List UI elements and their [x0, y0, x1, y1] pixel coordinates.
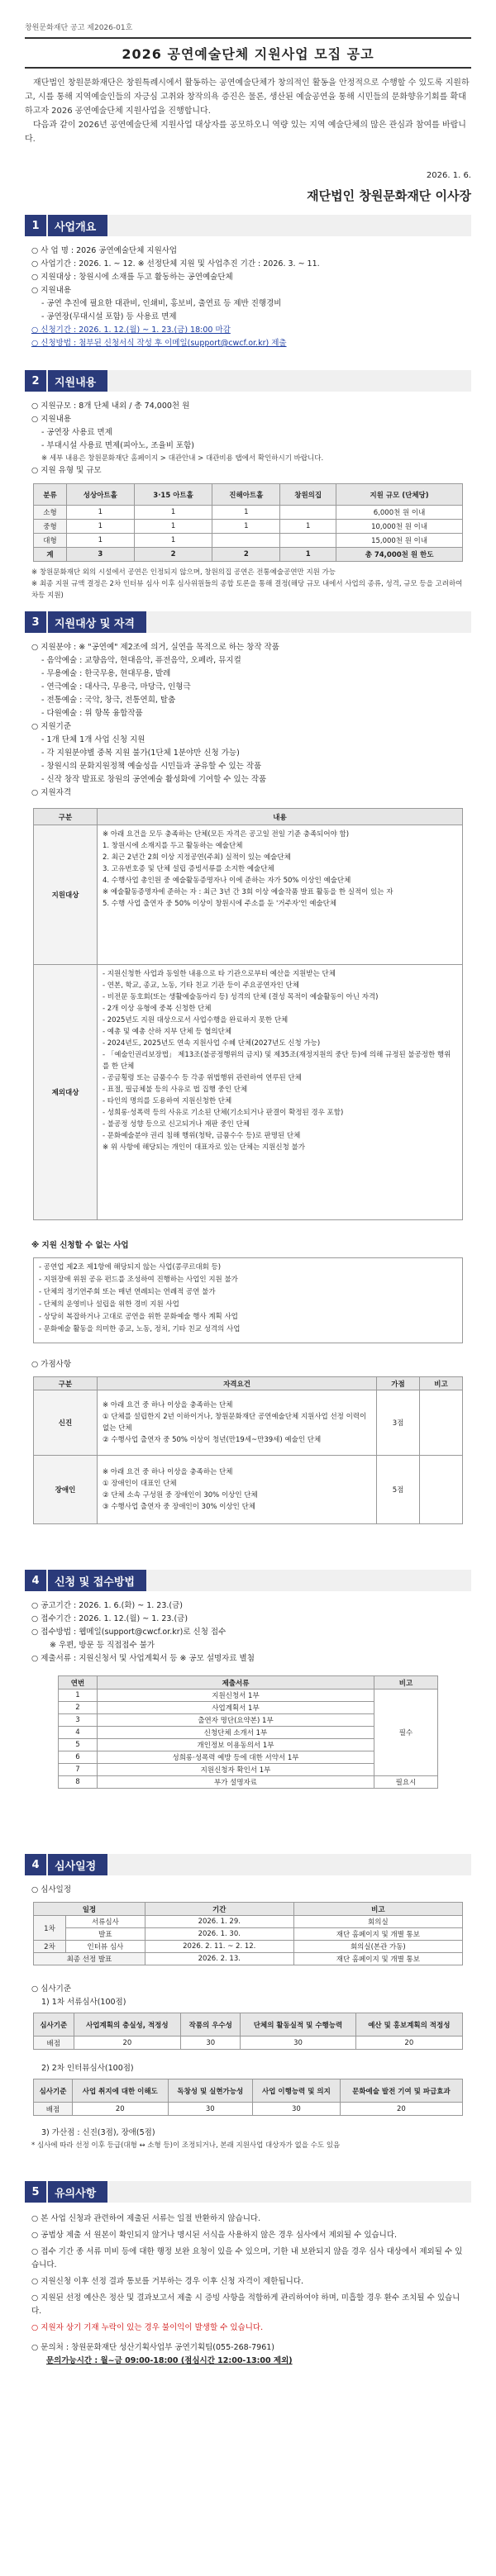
contact-info: ○ 문의처 : 창원문화재단 성산기획사업부 공연기획팀(055-268-7961)	[31, 2343, 275, 2352]
table-header: 진해아트홀	[212, 484, 280, 506]
section-number: 4	[25, 1570, 46, 1591]
section-header-support	[25, 370, 471, 392]
eligibility-line: ○ 지원기준	[31, 722, 72, 731]
eligibility-line: - 연극예술 : 대사극, 무용극, 마당극, 인형극	[41, 682, 191, 692]
review-criteria: ○ 심사기준 1) 1차 서류심사(100점)	[31, 1984, 126, 2007]
table-row: 장애인 ※ 아래 요건 중 하나 이상을 충족하는 단체 ① 장애인이 대표인 단체 ② 단체 소속 구성원 중 장애인이 30% 이상인 단체 ③ 수행사업 출연자 중 장애인이 30% 이상인 단체 5점	[34, 1456, 463, 1524]
announcement-date: 2026. 1. 6.	[426, 171, 471, 180]
table-header: 성상아트홀	[66, 484, 134, 506]
note-line: ※ 최종 지원 규액 결정은 2차 인터뷰 심사 이후 심사위원들의 종합 토론을 통해 결정(해당 규모 내에서 사업의 종류, 성격, 규모 등을 고려하여 차등 지원)	[31, 580, 463, 600]
intro-text	[25, 76, 471, 146]
section-title: 지원내용	[48, 370, 107, 392]
section-header-notes	[25, 2181, 471, 2203]
section-title: 유의사항	[48, 2181, 107, 2203]
table-row: 배점 20 30 30 20	[34, 2037, 463, 2050]
table-row: 제외대상 - 지원신청한 사업과 동일한 내용으로 타 기관으로부터 예산을 지원받는 단체 - 연본, 학교, 종교, 노동, 기타 친교 기관 등이 주요공연자인 단체 - 비전문 동호회(또는 생활예술동아리 등) 성격의 단체 (결성 목적이 예술활동이 아닌 자격) - 2개 이상 유형에 중복 신청한 단체 - 2025년도 지원 대상으로서 사업수행을 완료하지 못한 단체 - 예총 및 예총 산하 지부 단체 등 협의단체 - 2024년도, 2025년도 연속 지원사업 수혜 단체(2027년도 신청 가능) - 「예술인권리보장법」 제13조(불공정행위의 금지) 및 제35조(재정지원의 중단 등)에 의해 규정된 불공정한 행위를 한 단체 - 공금횡령 또는 금품수수 등 각종 위법행위 관련하여 연루된 단체 - 표절, 필금체불 등의 사유로 법 집행 중인 단체 - 타인의 명의를 도용하여 지원신청한 단체 - 성희롱·성폭력 등의 사유로 기소된 단체(기소되거나 판결이 확정된 경우 포함) - 불공정 성향 등으로 신고되거나 재판 중인 단체 - 문화예술분야 권리 침해 행위(청탁, 금품수수 등)로 판명된 단체 ※ 위 사항에 해당되는 개인이 대표자로 있는 단체는 지원신청 불가	[34, 965, 463, 1220]
contact-hours: 문의가능시간 : 월~금 09:00-18:00 (점심시간 12:00-13:00 제외)	[46, 2356, 293, 2365]
support-line: - 공연장 사용료 면제	[41, 428, 112, 437]
first-review-table: 심사기준 사업계획의 충실성, 적정성 작품의 우수성 단체의 활동실적 및 수행능력 예산 및 홍보계획의 적정성 배점 20 30 30 20	[33, 2013, 463, 2050]
table-row: 지원대상 ※ 아래 요건을 모두 충족하는 단체(모든 자격은 공고일 전일 기준 충족되어야 함) 1. 창원시에 소재지를 두고 활동하는 예술단체 2. 최근 2년간 2회 이상 지정공연(주최) 실적이 있는 예술단체 3. 고유번호증 및 단체 설립 증빙서류를 소지한 예술단체 4. 수행사업 총인원 중 예술활동증명자나 이에 준하는 자가 50% 이상인 예술단체 ※ 예술활동증명자에 준하는 자 : 최근 3년 간 3회 이상 예술작품 발표 활동을 한 실적이 있는 자 5. 수행 사업 출연자 중 50% 이상이 창원시에 주소를 둔 '거주자'인 예술단체	[34, 825, 463, 965]
support-content	[31, 400, 470, 478]
table-header: 구분	[34, 809, 98, 825]
table-row: 6 성희롱·성폭력 예방 등에 대한 서약서 1부	[59, 1751, 438, 1764]
bonus-table: 구분 자격요건 가점 비고 신진 ※ 아래 요건 중 하나 이상을 충족하는 단체 ① 단체를 설립한지 2년 이하이거나, 창원문화재단 공연예술단체 지원사업 선정 이력이 없는 단체 ② 수행사업 출연자 중 50% 이상이 청년(만19세~만39세) 예술인 단체 3점 장애인 ※ 아래 요건 중 하나 이상을 충족하는 단체 ① 장애인이 대표인 단체 ② 단체 소속 구성원 중 장애인이 30% 이상인 단체 ③ 수행사업 출연자 중 장애인이 30% 이상인 단체 5점	[33, 1376, 463, 1524]
table-row: 소형 1 1 1 6,000천 원 이내	[34, 506, 463, 520]
table-row: 1 지원신청서 1부 필수	[59, 1690, 438, 1702]
overview-line: - 공연 추진에 필요한 대관비, 인쇄비, 홍보비, 출연료 등 제반 진행경비	[41, 299, 282, 308]
support-line: ○ 지원 유형 및 규모	[31, 466, 102, 475]
section-header-eligibility	[25, 611, 471, 633]
application-line: ○ 접수방법 : 웹메일(support@cwcf.or.kr)로 신청 접수	[31, 1628, 227, 1637]
overview-line: ○ 사업기간 : 2026. 1. ~ 12. ※ 선정단체 지원 및 사업추진 기간 : 2026. 3. ~ 11.	[31, 259, 320, 269]
overview-line: ○ 지원내용	[31, 286, 72, 295]
support-line: - 부대시설 사용료 면제(피아노, 조율비 포함)	[41, 441, 194, 450]
table-row: 8 부가 설명자료 필요시	[59, 1776, 438, 1789]
not-allowed-title: ※ 지원 신청할 수 없는 사업	[31, 1241, 129, 1250]
application-line: ※ 우편, 방문 등 직접접수 불가	[50, 1641, 155, 1650]
eligibility-line: ○ 지원자격	[31, 788, 72, 797]
table-row: 발표 2026. 1. 30. 재단 홈페이지 및 개별 통보	[34, 1928, 463, 1941]
overview-content	[31, 245, 470, 350]
table-row: 2 사업계획서 1부	[59, 1702, 438, 1714]
notes-line: ○ 공법상 제출 서 원본이 확인되지 않거나 명시된 서식을 사용하지 않은 경우 심사에서 제외될 수 있습니다.	[31, 2231, 398, 2240]
notes-line: ○ 지원신청 이후 선정 결과 통보를 거부하는 경우 이후 신청 자격이 제한됩니다.	[31, 2277, 304, 2286]
application-line: ○ 공고기간 : 2026. 1. 6.(화) ~ 1. 23.(금)	[31, 1601, 183, 1610]
notes-line: ○ 지원자 상기 기재 누락이 있는 경우 불이익이 발생할 수 있습니다.	[31, 2323, 264, 2332]
table-row: 신진 ※ 아래 요건 중 하나 이상을 충족하는 단체 ① 단체를 설립한지 2년 이하이거나, 창원문화재단 공연예술단체 지원사업 선정 이력이 없는 단체 ② 수행사업 출연자 중 50% 이상이 청년(만19세~만39세) 예술인 단체 3점	[34, 1390, 463, 1456]
overview-line: - 공연장(무대시설 포함) 등 사용료 면제	[41, 312, 177, 321]
section-number: 1	[25, 215, 46, 236]
section-header-review	[25, 1854, 471, 1875]
not-allowed-box: - 공연업 제2조 제1항에 해당되지 않는 사업(콩쿠르대회 등) - 지원장애 위원 공유 펀드를 조성하여 진행하는 사업인 지원 불가 - 단체의 정기연주회 또는 매년 연례되는 연례적 공연 불가 - 단체의 운영비나 설립을 위한 경비 지원 사업 - 상당히 복잡하거나 고대로 공연을 위한 문화예술 행사 계획 사업 - 문화예술 활동을 의미한 종교, 노동, 정치, 기타 친교 성격의 사업	[33, 1257, 463, 1343]
overview-line: ○ 지원대상 : 창원시에 소재를 두고 활동하는 공연예술단체	[31, 273, 233, 282]
support-line: ※ 세부 내용은 창원문화재단 홈페이지 > 대관안내 > 대관비용 탭에서 확인하시기 바랍니다.	[41, 454, 324, 463]
application-line: ○ 접수기간 : 2026. 1. 12.(월) ~ 1. 23.(금)	[31, 1614, 188, 1623]
eligibility-line: - 각 지원분야별 중복 지원 불가(1단체 1분야만 신청 가능)	[41, 749, 240, 758]
section-number: 2	[25, 370, 46, 392]
table-header: 분류	[34, 484, 67, 506]
eligibility-line: - 다원예술 : 위 항목 융합작품	[41, 709, 143, 718]
application-period: ○ 신청기간 : 2026. 1. 12.(월) ~ 1. 23.(금) 18:00 마감	[31, 326, 231, 335]
table-row: 3 출연자 명단(요약본) 1부	[59, 1714, 438, 1727]
section-number: 4	[25, 1854, 46, 1875]
support-notes	[31, 567, 470, 601]
table-header: 지원 규모 (단체당)	[336, 484, 463, 506]
qualification-table	[33, 808, 463, 1220]
table-row: 5 개인정보 이용동의서 1부	[59, 1739, 438, 1751]
section-header-overview	[25, 215, 471, 236]
eligibility-line: - 창원시의 문화지원정책 예술성을 시민들과 공유할 수 있는 작품	[41, 762, 262, 771]
table-row: 2차 인터뷰 심사 2026. 2. 11. ~ 2. 12. 회의실(본관 가동)	[34, 1941, 463, 1953]
overview-line: ○ 사 업 명 : 2026 공연예술단체 지원사업	[31, 246, 178, 255]
application-method: ○ 신청방법 : 첨부된 신청서식 작성 후 이메일(support@cwcf.or.kr) 제출	[31, 339, 287, 348]
table-row: 4 신청단체 소개서 1부	[59, 1727, 438, 1739]
second-review-title: 2) 2차 인터뷰심사(100점)	[41, 2064, 134, 2073]
section-title: 신청 및 접수방법	[48, 1570, 146, 1591]
document-number: 창원문화재단 공고 제2026-01호	[25, 24, 133, 32]
table-header: 내용	[98, 809, 463, 825]
support-line: ○ 지원내용	[31, 415, 72, 424]
section-number: 5	[25, 2181, 46, 2203]
notes-content	[31, 2212, 470, 2368]
review-schedule-table: 일정 기간 비고 1차 서류심사 2026. 1. 29. 회의실 발표 2026. 1. 30. 재단 홈페이지 및 개별 통보 2차 인터뷰 심사 2026. 2. 11. ~ 2. 12. 회의실(본관 가동) 최종 선정 발표 2026. 2. 13. 재단 홈페이지 및 개별 통보	[33, 1902, 463, 1965]
bonus-title: ○ 가점사항	[31, 1360, 72, 1369]
eligibility-line: ○ 지원분야 : ※ "공연예" 제2조에 의거, 실연을 목적으로 하는 창작 작품	[31, 643, 279, 652]
table-row: 중형 1 1 1 1 10,000천 원 이내	[34, 520, 463, 534]
application-line: ○ 제출서류 : 지원신청서 및 사업계획서 등 ※ 공모 설명자료 별첨	[31, 1654, 255, 1663]
table-header: 3·15 아트홀	[134, 484, 212, 506]
table-header: 창원의집	[280, 484, 336, 506]
intro-paragraph-2: 다음과 같이 2026년 공연예술단체 지원사업 대상자를 공모하오니 역량 있는 지역 예술단체의 많은 관심과 참여를 바랍니다.	[25, 121, 466, 144]
eligibility-line: - 무용예술 : 한국무용, 현대무용, 발레	[41, 669, 171, 678]
table-row: 7 지원신청자 확인서 1부	[59, 1764, 438, 1776]
section-number: 3	[25, 611, 46, 633]
bonus-section	[31, 1358, 470, 1371]
organization-name: 재단법인 창원문화재단 이사장	[307, 188, 471, 203]
support-line: ○ 지원규모 : 8개 단체 내외 / 총 74,000천 원	[31, 402, 190, 411]
notes-line: ○ 본 사업 신청과 관련하여 제출된 서류는 일절 반환하지 않습니다.	[31, 2214, 261, 2223]
not-allowed-section	[31, 1239, 470, 1252]
eligibility-line: - 전통예술 : 국악, 창극, 전통연희, 탈춤	[41, 696, 176, 705]
section-title: 심사일정	[48, 1854, 107, 1875]
eligibility-line: - 1개 단체 1개 사업 신청 지원	[41, 735, 145, 744]
table-total-row: 계 3 2 2 1 총 74,000천 원 한도	[34, 548, 463, 562]
section-header-application	[25, 1570, 471, 1591]
table-row: 최종 선정 발표 2026. 2. 13. 재단 홈페이지 및 개별 통보	[34, 1953, 463, 1965]
eligibility-line: - 음악예술 : 교향음악, 현대음악, 퓨전음악, 오페라, 뮤지컬	[41, 656, 241, 665]
notes-line: ○ 접수 기간 종 서류 미비 등에 대한 행정 보완 요청이 있을 수 있으며, 기한 내 보완되지 않을 경우 심사 대상에서 제외될 수 있습니다.	[31, 2247, 463, 2269]
notes-line: ○ 지원된 선정 예산은 정산 및 결과보고서 제출 시 증빙 사항을 적합하게 관리하여야 하며, 미흡할 경우 환수 조치될 수 있습니다.	[31, 2293, 460, 2316]
table-row: 배점 20 30 30 20	[34, 2103, 463, 2116]
application-content	[31, 1599, 470, 1666]
section-title: 사업개요	[48, 215, 107, 236]
table-row: 1차 서류심사 2026. 1. 29. 회의실	[34, 1916, 463, 1928]
eligibility-line: - 신작 창작 발표로 창원의 공연예술 활성화에 기여할 수 있는 작품	[41, 775, 267, 784]
intro-paragraph-1: 재단법인 창원문화재단은 창원특례시에서 활동하는 공연예술단체가 창의적인 활동을 안정적으로 수행할 수 있도록 지원하고, 시를 통해 지역예술인들의 자긍심 고취와 창작의욕 증진은 물론, 생산된 예술공연을 통해 시민들의 문화향유기회를 확대하고자 2026 공연예술단체 지원사업을 진행합니다.	[25, 78, 470, 116]
note-line: ※ 창원문화재단 외의 시설에서 공연은 인정되지 않으며, 창원의집 공연은 전통예술공연만 지원 가능	[31, 568, 336, 577]
eligibility-content	[31, 641, 470, 800]
second-review-table: 심사기준 사업 취지에 대한 이해도 독창성 및 실현가능성 사업 이행능력 및 의지 문화예술 발전 기여 및 파급효과 배점 20 30 30 20	[33, 2079, 463, 2116]
table-row: 대형 1 1 15,000천 원 이내	[34, 534, 463, 548]
review-schedule-title: ○ 심사일정	[31, 1885, 72, 1894]
section-title: 지원대상 및 자격	[48, 611, 146, 633]
page-title: 2026 공연예술단체 지원사업 모집 공고	[25, 37, 471, 69]
bonus-points-line: 3) 가산점 : 신진(3점), 장애(5점) * 심사에 따라 선정 이후 등급(대형 ↔ 소형 등)이 조정되거나, 본래 지원사업 대상자가 없을 수도 있음	[31, 2128, 341, 2150]
support-scale-table	[33, 483, 463, 562]
documents-table: 연번 제출서류 비고 1 지원신청서 1부 필수 2 사업계획서 1부 3 출연자 명단(요약본) 1부 4 신청단체 소개서 1부 5 개인정보 이용동의서 1부 6 성희롱·성폭력 예방 등에 대한 서약서 1부 7 지원신청자 확인서 1부 8 부가 설명자료 필요시	[58, 1675, 438, 1789]
